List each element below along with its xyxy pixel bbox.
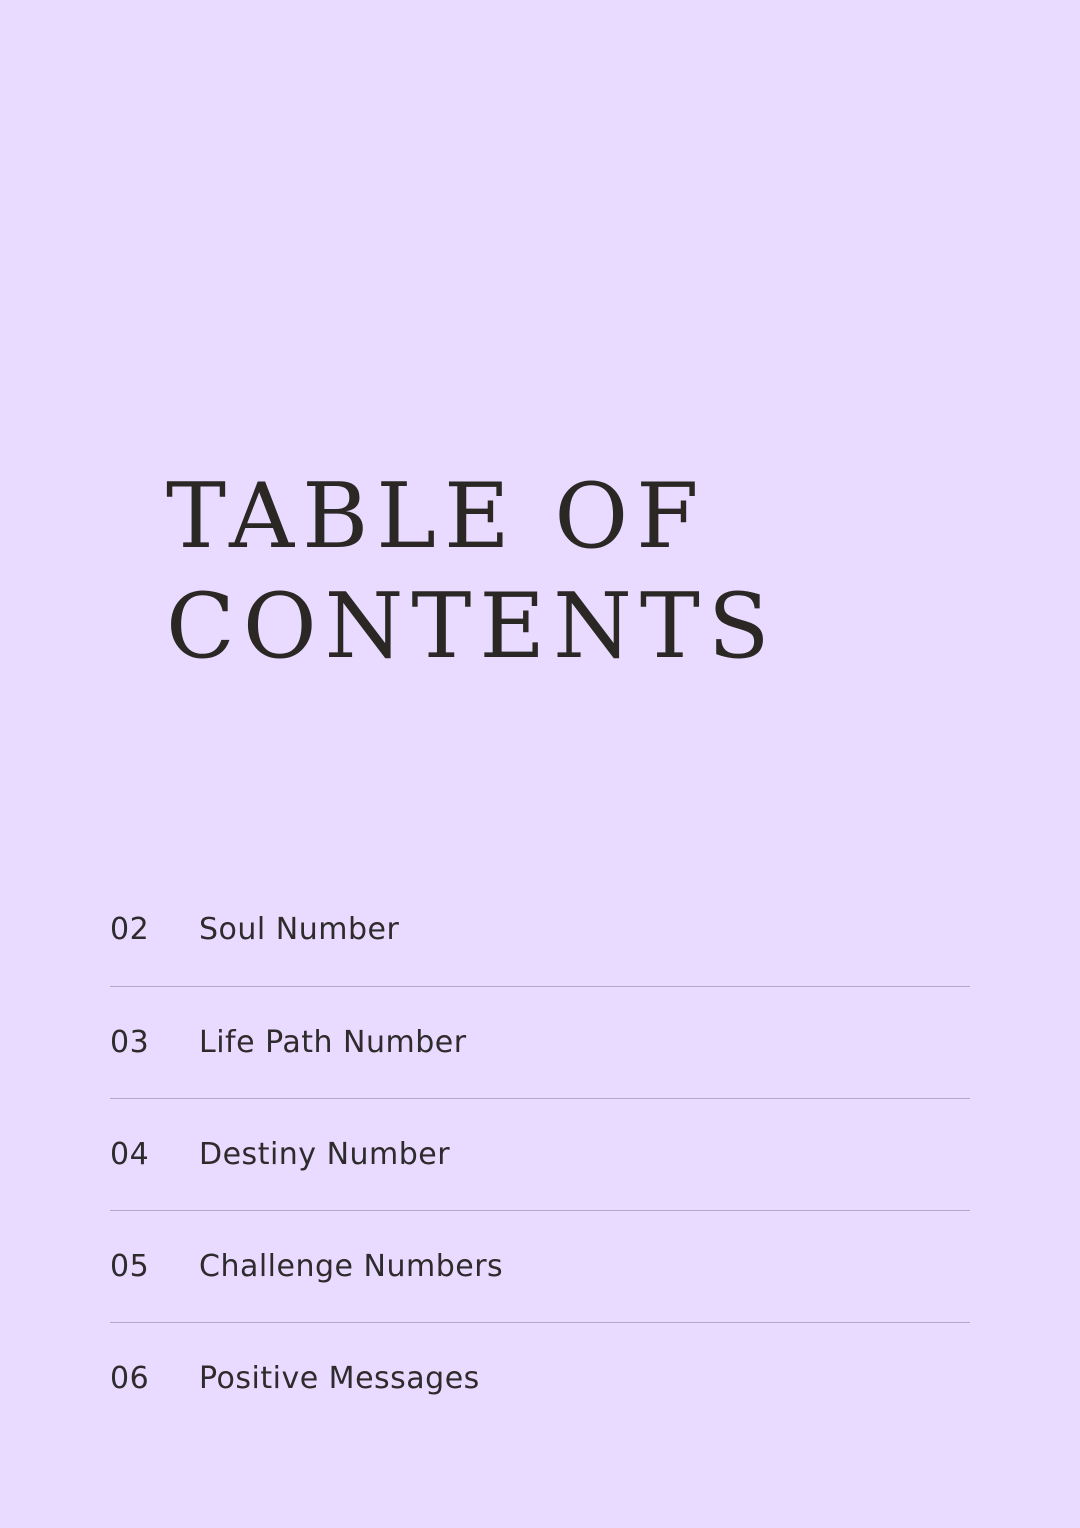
toc-item-destiny-number — [110, 1098, 970, 1210]
title-line-1: TABLE OF — [166, 464, 707, 569]
toc-page-number: 05 — [110, 1249, 150, 1284]
toc-entry-label: Destiny Number — [199, 1137, 451, 1172]
page-title — [166, 462, 778, 682]
toc-entry-label: Life Path Number — [199, 1025, 467, 1060]
toc-page-number: 06 — [110, 1361, 150, 1396]
title-line-2: CONTENTS — [166, 574, 778, 679]
toc-page-number: 03 — [110, 1025, 150, 1060]
toc-item-challenge-numbers — [110, 1210, 970, 1322]
table-of-contents-list — [110, 874, 970, 1434]
toc-page-number: 04 — [110, 1137, 150, 1172]
toc-page-number: 02 — [110, 912, 150, 947]
toc-item-soul-number — [110, 874, 970, 986]
toc-item-positive-messages — [110, 1322, 970, 1434]
toc-entry-label: Soul Number — [199, 912, 400, 947]
toc-entry-label: Positive Messages — [199, 1361, 480, 1396]
toc-entry-label: Challenge Numbers — [199, 1249, 504, 1284]
toc-item-life-path-number — [110, 986, 970, 1098]
